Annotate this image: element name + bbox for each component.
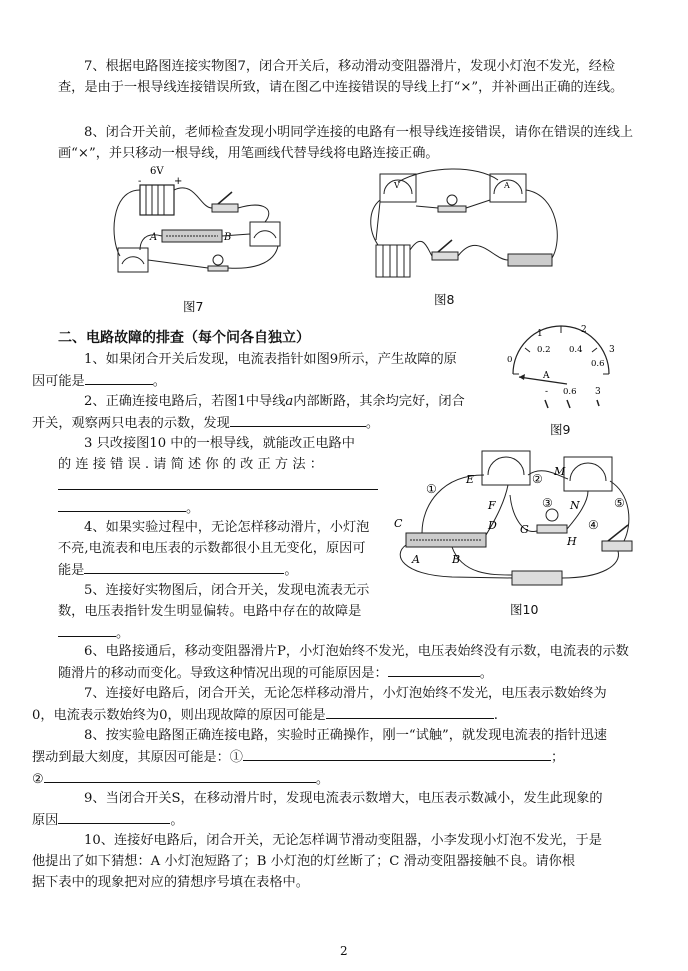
- figure-9-caption: 图9: [550, 422, 571, 437]
- section-2-heading: 二、电路故障的排查（每个问各自独立）: [58, 330, 310, 346]
- item-2-line1b: 内部断路，其余均完好，闭合: [293, 394, 465, 409]
- fig9-term-neg: -: [545, 387, 549, 397]
- item-4-answer-blank[interactable]: [84, 559, 284, 574]
- item-8-end: 。: [315, 772, 330, 787]
- item-9-line2: 原因: [32, 813, 59, 828]
- item-5-line1: 5、连接好实物图后，闭合开关，发现电流表无示: [84, 583, 370, 598]
- fig10-label-N: N: [570, 499, 580, 512]
- fig10-label-E: E: [466, 473, 475, 486]
- item-7-line1: 7、连接好电路后，闭合开关，无论怎样移动滑片，小灯泡始终不发光，电压表示数始终为: [84, 686, 607, 701]
- item-8-separator: ；: [551, 750, 565, 765]
- item-5-answer-blank[interactable]: [58, 622, 116, 637]
- fig10-label-B: B: [452, 553, 461, 566]
- fig10-label-D: D: [488, 519, 497, 532]
- fig7-label-A: A: [150, 232, 158, 243]
- fig7-plus: +: [174, 176, 183, 187]
- fig9-term-06: 0.6: [563, 387, 577, 397]
- fig10-wire-3: ③: [542, 496, 553, 510]
- figure-7-caption: 图7: [183, 299, 204, 314]
- fig9-top-tick-1: 1: [537, 329, 543, 339]
- item-6: [58, 641, 634, 684]
- item-10-line2: 他提出了如下猜想：A 小灯泡短路了；B 小灯泡的灯丝断了；C 滑动变阻器接触不良。请你根: [32, 854, 576, 869]
- item-7-end: .: [493, 708, 498, 723]
- item-2-line1: 2、正确连接电路后，若图1中导线: [84, 394, 286, 409]
- item-1-answer-blank[interactable]: [85, 370, 153, 385]
- item-8: [32, 725, 634, 790]
- item-1: [32, 349, 498, 392]
- fig10-label-F: F: [488, 499, 496, 512]
- fig10-label-A: A: [412, 553, 420, 566]
- fig7-minus: -: [138, 176, 142, 187]
- figure-9-ammeter: [505, 322, 615, 417]
- figure-10-circuit: [392, 445, 640, 595]
- question-8-intro: 8、闭合开关前，老师检查发现小明同学连接的电路有一根导线连接错误，请你在错误的连线上画“×”，并只移动一根导线，用笔画线代替导线将电路连接正确。: [58, 125, 634, 161]
- item-1-line2: 因可能是: [32, 374, 85, 389]
- fig9-top-tick-2: 2: [581, 325, 587, 335]
- item-2-end: 。: [365, 416, 379, 431]
- item-10: [32, 830, 634, 893]
- page-number: 2: [340, 944, 348, 958]
- item-8-line1: 8、按实验电路图正确连接电路，实验时正确操作，刚一“试触”，就发现电流表的指针迅速: [84, 728, 607, 743]
- item-9-answer-blank[interactable]: [58, 809, 170, 824]
- item-9-line1: 9、当闭合开关S，在移动滑片时，发现电流表示数增大，电压表示数减小，发生此现象的: [84, 791, 603, 806]
- fig10-wire-4: ④: [588, 518, 599, 532]
- fig10-wire-2: ②: [532, 472, 543, 486]
- item-2-line2: 开关，观察两只电表的示数，发现: [32, 416, 230, 431]
- item-4-line1: 4、如果实验过程中，无论怎样移动滑片，小灯泡: [84, 520, 370, 535]
- item-9: [32, 788, 634, 831]
- item-7-answer-blank[interactable]: [326, 704, 494, 719]
- item-1-line1: 1、如果闭合开关后发现，电流表指针如图9所示，产生故障的原: [84, 352, 457, 367]
- item-5-line2: 数，电压表指针发生明显偏转。电路中存在的故障是: [58, 604, 362, 619]
- figure-8-circuit: [368, 170, 568, 285]
- fig9-tick-06: 0.6: [591, 359, 605, 369]
- fig9-tick-02: 0.2: [537, 345, 551, 355]
- fig9-term-3: 3: [595, 387, 601, 397]
- item-6-answer-blank[interactable]: [388, 662, 480, 677]
- fig9-unit-A: A: [543, 371, 550, 381]
- item-5: [58, 580, 388, 644]
- item-3-end: 。: [186, 501, 200, 516]
- item-4-line3: 能是: [58, 563, 85, 578]
- item-3-line2: 的 连 接 错 误 . 请 简 述 你 的 改 正 方 法 ：: [58, 457, 323, 472]
- item-10-line1: 10、连接好电路后，闭合开关，无论怎样调节滑动变阻器，小李发现小灯泡不发光，于是: [84, 833, 602, 848]
- item-5-end: 。: [116, 626, 130, 641]
- item-8-answer-blank-1[interactable]: [243, 746, 551, 761]
- fig10-label-H: H: [567, 535, 577, 548]
- question-7-intro: 7、根据电路图连接实物图7，闭合开关后，移动滑动变阻器滑片，发现小灯泡不发光，经检查，是由于一根导线连接错误所致，请在图乙中连接错误的导线上打“×”，并补画出正确的连线。: [58, 59, 624, 95]
- figure-10-caption: 图10: [510, 602, 539, 617]
- figure-8-caption: 图8: [434, 292, 455, 307]
- item-3-blank-2[interactable]: [58, 497, 186, 512]
- item-8-answer-blank-2[interactable]: [44, 768, 316, 783]
- fig7-battery-label: 6V: [150, 166, 164, 177]
- item-4: [58, 517, 388, 581]
- fig7-label-B: B: [224, 232, 232, 243]
- item-3-blank-1[interactable]: [58, 475, 378, 490]
- item-4-end: 。: [284, 563, 298, 578]
- fig10-wire-5: ⑤: [614, 496, 625, 510]
- fig10-label-M: M: [554, 465, 566, 478]
- item-7-line2: 0，电流表示数始终为0，则出现故障的原因可能是: [32, 708, 326, 723]
- fig10-label-G: G: [520, 523, 529, 536]
- item-9-end: 。: [170, 813, 184, 828]
- fig10-label-C: C: [394, 517, 403, 530]
- item-2-answer-blank[interactable]: [230, 412, 366, 427]
- item-1-end: 。: [152, 374, 166, 389]
- item-6-text: 6、电路接通后，移动变阻器滑片P，小灯泡始终不发光，电压表始终没有示数，电流表的示数随滑片的移动而变化。导致这种情况出现的可能原因是：: [58, 644, 629, 681]
- fig9-top-tick-3: 3: [609, 345, 615, 355]
- item-3: [58, 433, 388, 519]
- item-8-line3: ②: [32, 772, 44, 787]
- item-6-end: 。: [479, 666, 493, 681]
- fig9-tick-04: 0.4: [569, 345, 583, 355]
- item-3-line1: 3 只改接图10 中的一根导线，就能改正电路中: [84, 436, 355, 451]
- fig8-V: V: [394, 181, 400, 190]
- item-2: [32, 391, 498, 434]
- item-8-line2: 摆动到最大刻度，其原因可能是：①: [32, 750, 243, 765]
- item-2-wire-a: a: [285, 394, 294, 409]
- figure-7-circuit: [100, 160, 320, 280]
- item-4-line2: 不亮,电流表和电压表的示数都很小且无变化，原因可: [58, 541, 366, 556]
- item-7: [32, 683, 634, 726]
- item-10-line3: 据下表中的现象把对应的猜想序号填在表格中。: [32, 875, 309, 890]
- fig9-tick-0: 0: [507, 355, 513, 365]
- fig8-A: A: [504, 181, 510, 190]
- fig10-wire-1: ①: [426, 482, 437, 496]
